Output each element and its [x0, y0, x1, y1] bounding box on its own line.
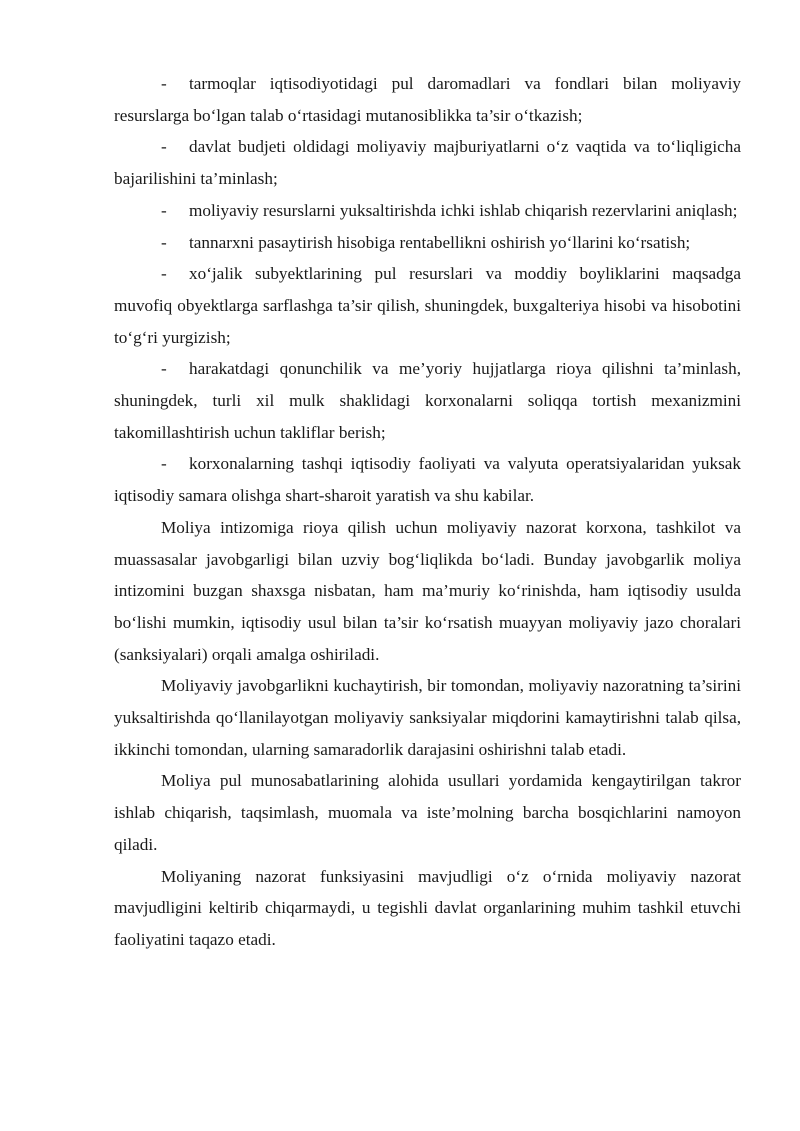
bullet-text: korxonalarning tashqi iqtisodiy faoliyati va valyuta operatsiyalaridan yuksak iqtisodiy samara olishga shart-sharoit yaratish va shu kabilar.: [114, 454, 741, 506]
bullet-marker: -: [161, 137, 167, 157]
bullet-text: xo‘jalik subyektlarining pul resurslari va moddiy boyliklarini maqsadga muvofiq obyektlarga sarflashga ta’sir qilish, shuningdek, buxgalteriya hisobi va hisobotini to‘g‘ri yurgizish;: [114, 264, 741, 347]
bullet-text: davlat budjeti oldidagi moliyaviy majburiyatlarni o‘z vaqtida va to‘liqligicha bajarilishini ta’minlash;: [114, 137, 741, 189]
bullet-marker: -: [161, 454, 167, 474]
document-page: [114, 68, 741, 956]
bullet-item-3: [114, 195, 741, 227]
bullet-item-1: [114, 68, 741, 131]
body-paragraph-4: Moliyaning nazorat funksiyasini mavjudligi o‘z o‘rnida moliyaviy nazorat mavjudligini keltirib chiqarmaydi, u tegishli davlat organlarining muhim tashkil etuvchi faoliyatini taqazo etadi.: [114, 866, 741, 949]
bullet-item-5: [114, 258, 741, 353]
bullet-text: tannarxni pasaytirish hisobiga rentabellikni oshirish yo‘llarini ko‘rsatish;: [189, 232, 691, 252]
bullet-marker: -: [161, 200, 167, 220]
body-paragraph-1: Moliya intizomiga rioya qilish uchun moliyaviy nazorat korxona, tashkilot va muassasalar javobgarligi bilan uzviy bog‘liqlikda bo‘ladi. Bunday javobgarlik moliya intizomini buzgan shaxsga nisbatan, ham ma’muriy ko‘rinishda, ham iqtisodiy usulda bo‘lishi mumkin, iqtisodiy usul bilan ta’sir ko‘rsatish muayyan moliyaviy jazo choralari (sanksiyalari) orqali amalga oshiriladi.: [114, 517, 741, 664]
body-paragraph-2: Moliyaviy javobgarlikni kuchaytirish, bir tomondan, moliyaviy nazoratning ta’sirini yuksaltirishda qo‘llanilayotgan moliyaviy sanksiyalar miqdorini kamaytirishni talab qilsa, ikkinchi tomondan, ularning samaradorlik darajasini oshirishni talab etadi.: [114, 676, 741, 759]
bullet-item-4: [114, 227, 741, 259]
body-paragraph-3: Moliya pul munosabatlarining alohida usullari yordamida kengaytirilgan takror ishlab chiqarish, taqsimlash, muomala va iste’molning barcha bosqichlarini namoyon qiladi.: [114, 771, 741, 854]
bullet-text: moliyaviy resurslarni yuksaltirishda ichki ishlab chiqarish rezervlarini aniqlash;: [189, 200, 738, 220]
bullet-marker: -: [161, 264, 167, 284]
bullet-marker: -: [161, 74, 167, 93]
bullet-text: tarmoqlar iqtisodiyotidagi pul daromadlari va fondlari bilan moliyaviy resurslarga bo‘lgan talab o‘rtasidagi mutanosiblikka ta’sir o‘tkazish;: [114, 74, 741, 125]
bullet-marker: -: [161, 359, 167, 379]
bullet-item-2: [114, 131, 741, 194]
bullet-item-6: [114, 353, 741, 448]
bullet-marker: -: [161, 232, 167, 252]
bullet-text: harakatdagi qonunchilik va me’yoriy hujjatlarga rioya qilishni ta’minlash, shuningdek, turli xil mulk shaklidagi korxonalarni soliqqa tortish mexanizmini takomillashtirish uchun takliflar berish;: [114, 359, 741, 442]
bullet-item-7: [114, 448, 741, 511]
